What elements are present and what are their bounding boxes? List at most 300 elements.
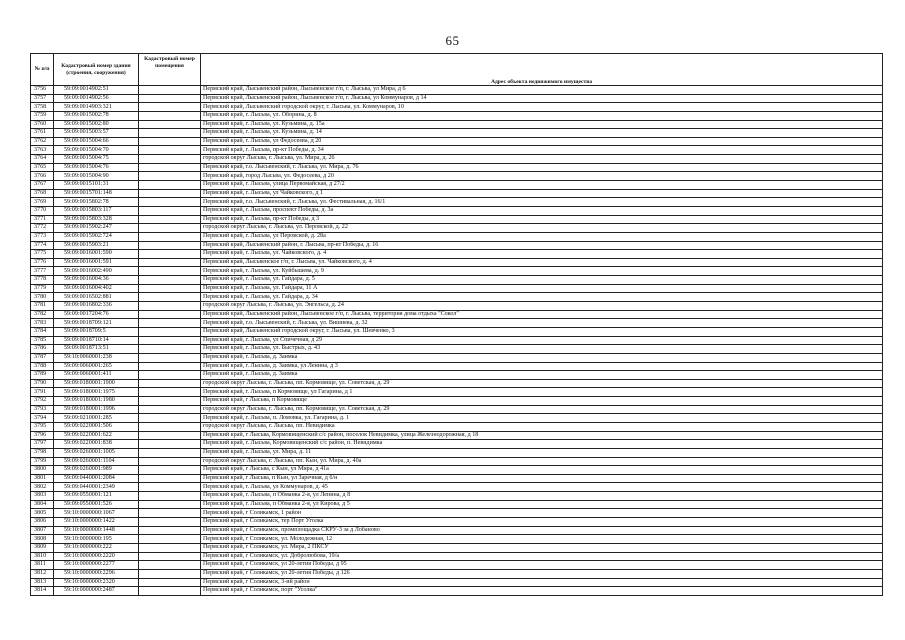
table-row (31, 129, 883, 138)
row-number: 3776 (31, 258, 54, 267)
cadastral-building-number: 59:09:0016004:36 (54, 276, 139, 285)
cadastral-building-number: 59:09:0014902:51 (54, 86, 139, 95)
cadastral-room-number (139, 94, 201, 103)
object-address: Пермский край, Лысьвенский городской округ, г. Лысьва, ул. Шевченко, 3 (201, 327, 883, 336)
cadastral-room-number (139, 181, 201, 190)
object-address: Пермский край, г. Лысьва, ул Спичечная, д 29 (201, 336, 883, 345)
object-address: Пермский край, г. Лысьва, ул. Гайдара, д. 34 (201, 293, 883, 302)
table-row (31, 345, 883, 354)
table-row (31, 137, 883, 146)
table-row (31, 120, 883, 129)
cadastral-building-number: 59:09:0440001:2084 (54, 474, 139, 483)
table-row (31, 448, 883, 457)
table-row (31, 258, 883, 267)
object-address: Пермский край, г.о. Лысьвенский, г. Лысьва, ул. Вишнева, д. 32 (201, 319, 883, 328)
row-number: 3808 (31, 535, 54, 544)
cadastral-building-number: 59:09:0015101:31 (54, 181, 139, 190)
object-address: Пермский край, г.о. Лысьвенский, г. Лысьва, ул. Фестивальная, д. 16/1 (201, 198, 883, 207)
cadastral-room-number (139, 336, 201, 345)
object-address: Пермский край, г. Лысьва, ул Федосеева, д 20 (201, 137, 883, 146)
object-address: Пермский край, г. Лысьва, п Обманка 2-я, ул Кирова, д 5 (201, 500, 883, 509)
row-number: 3773 (31, 232, 54, 241)
object-address: Пермский край, Лысьвенский район, Лысьвенское г/п, г. Лысьва, территория дома отдыха "Сокол" (201, 310, 883, 319)
object-address: городской округ Лысьва, г. Лысьва, ул. Мира, д. 26 (201, 155, 883, 164)
row-number: 3810 (31, 552, 54, 561)
object-address: Пермский край, г. Лысьва, ул. Гайдара, 11 А (201, 284, 883, 293)
cadastral-building-number: 59:09:0017204:76 (54, 310, 139, 319)
cadastral-building-number: 59:09:0016001:590 (54, 250, 139, 259)
row-number: 3774 (31, 241, 54, 250)
cadastral-room-number (139, 250, 201, 259)
object-address: городской округ Лысьва, г. Лысьва, пп. Кын, ул. Мира, д. 40а (201, 457, 883, 466)
cadastral-room-number (139, 379, 201, 388)
row-number: 3775 (31, 250, 54, 259)
object-address: Пермский край, г Соликамск, промплощадка СКРУ-3 за д Лобаново (201, 526, 883, 535)
cadastral-building-number: 59:10:0000000:2487 (54, 587, 139, 596)
row-number: 3791 (31, 388, 54, 397)
cadastral-room-number (139, 206, 201, 215)
cadastral-building-number: 59:09:0220001:622 (54, 431, 139, 440)
object-address: Пермский край, г Лысьва, Кормовищенский с/с район, поселок Невидимка, улица Железнодорожная, д 18 (201, 431, 883, 440)
row-number: 3759 (31, 111, 54, 120)
cadastral-room-number (139, 543, 201, 552)
table-row (31, 111, 883, 120)
cadastral-room-number (139, 215, 201, 224)
row-number: 3782 (31, 310, 54, 319)
row-number: 3777 (31, 267, 54, 276)
row-number: 3800 (31, 466, 54, 475)
cadastral-building-number: 59:09:0220001:506 (54, 422, 139, 431)
page-number: 65 (445, 33, 460, 48)
table-row (31, 284, 883, 293)
row-number: 3787 (31, 353, 54, 362)
cadastral-building-number: 59:09:0260001:1104 (54, 457, 139, 466)
cadastral-room-number (139, 224, 201, 233)
table-row (31, 336, 883, 345)
row-number: 3778 (31, 276, 54, 285)
cadastral-room-number (139, 172, 201, 181)
table-row (31, 362, 883, 371)
cadastral-room-number (139, 103, 201, 112)
table-row (31, 535, 883, 544)
row-number: 3799 (31, 457, 54, 466)
cadastral-room-number (139, 327, 201, 336)
row-number: 3802 (31, 483, 54, 492)
table-row (31, 293, 883, 302)
object-address: Пермский край, г. Лысьва, пр-кт Победы, д. 34 (201, 146, 883, 155)
row-number: 3806 (31, 518, 54, 527)
object-address: Пермский край, г Лысьва, п Кормовище (201, 397, 883, 406)
cadastral-room-number (139, 120, 201, 129)
cadastral-room-number (139, 552, 201, 561)
object-address: Пермский край, г. Лысьва, ул Коммунаров, д. 45 (201, 483, 883, 492)
cadastral-room-number (139, 267, 201, 276)
row-number: 3783 (31, 319, 54, 328)
cadastral-room-number (139, 388, 201, 397)
table-row (31, 267, 883, 276)
cadastral-room-number (139, 448, 201, 457)
object-address: Пермский край, г. Лысьва, ул. Быстрых, д. 43 (201, 345, 883, 354)
cadastral-room-number (139, 353, 201, 362)
cadastral-room-number (139, 345, 201, 354)
object-address: Пермский край, г. Лысьва, ул Чайковского, д 1 (201, 189, 883, 198)
object-address: Пермский край, Лысьвенский район, г. Лысьва, пр-кт Победы, д. 16 (201, 241, 883, 250)
table-header (31, 54, 883, 86)
cadastral-building-number: 59:09:0015902:247 (54, 224, 139, 233)
object-address: Пермский край, г.о. Лысьвенский, г. Лысьва, ул. Мира, д. 76 (201, 163, 883, 172)
cadastral-room-number (139, 284, 201, 293)
cadastral-room-number (139, 163, 201, 172)
cadastral-room-number (139, 155, 201, 164)
cadastral-room-number (139, 319, 201, 328)
cadastral-building-number: 59:10:0000000:2296 (54, 569, 139, 578)
row-number: 3770 (31, 206, 54, 215)
table-row (31, 543, 883, 552)
object-address: Пермский край, г. Лысьва, п. Ломовка, ул. Гагарина, д. 1 (201, 414, 883, 423)
row-number: 3794 (31, 414, 54, 423)
row-number: 3795 (31, 422, 54, 431)
cadastral-building-number: 59:09:0060001:265 (54, 362, 139, 371)
object-address: Пермский край, г Соликамск, 1 район (201, 509, 883, 518)
row-number: 3801 (31, 474, 54, 483)
object-address: Пермский край, г. Лысьва, ул. Гайдара, д. 5 (201, 276, 883, 285)
row-number: 3798 (31, 448, 54, 457)
table-row (31, 250, 883, 259)
table-row (31, 155, 883, 164)
row-number: 3772 (31, 224, 54, 233)
row-number: 3785 (31, 336, 54, 345)
object-address: Пермский край, г. Лысьва, д. Заимка (201, 353, 883, 362)
cadastral-room-number (139, 362, 201, 371)
row-number: 3760 (31, 120, 54, 129)
row-number: 3786 (31, 345, 54, 354)
row-number: 3781 (31, 302, 54, 311)
cadastral-building-number: 59:09:0014903:321 (54, 103, 139, 112)
object-address: Пермский край, г. Лысьва, п Обманка 2-я, ул Ленина, д 8 (201, 492, 883, 501)
object-address: Пермский край, г. Лысьва, проспект Победы, д. 3а (201, 206, 883, 215)
cadastral-building-number: 59:09:0015802:78 (54, 198, 139, 207)
header-address: Адрес объекта недвижимого имущества (201, 79, 883, 86)
cadastral-room-number (139, 535, 201, 544)
cadastral-room-number (139, 578, 201, 587)
row-number: 3762 (31, 137, 54, 146)
cadastral-building-number: 59:10:0000000:2320 (54, 578, 139, 587)
cadastral-building-number: 59:09:0180001:1996 (54, 405, 139, 414)
table-row (31, 232, 883, 241)
cadastral-building-number: 59:09:0015004:70 (54, 146, 139, 155)
cadastral-building-number: 59:09:0014902:56 (54, 94, 139, 103)
table-row (31, 276, 883, 285)
object-address: Пермский край, Лысьвенский район, Лысьвенское г/п, г. Лысьва, ул Коммунаров, д 14 (201, 94, 883, 103)
cadastral-room-number (139, 371, 201, 380)
cadastral-building-number: 59:09:0015902:724 (54, 232, 139, 241)
cadastral-room-number (139, 405, 201, 414)
cadastral-room-number (139, 422, 201, 431)
cadastral-room-number (139, 137, 201, 146)
table-row (31, 492, 883, 501)
row-number: 3766 (31, 172, 54, 181)
cadastral-building-number: 59:09:0018710:14 (54, 336, 139, 345)
header-cadastral-building: Кадастровый номер здания (строения, сооружения) (54, 54, 139, 86)
cadastral-building-number: 59:09:0015903:21 (54, 241, 139, 250)
row-number: 3805 (31, 509, 54, 518)
cadastral-building-number: 59:09:0550001:121 (54, 492, 139, 501)
cadastral-room-number (139, 518, 201, 527)
table-row (31, 474, 883, 483)
row-number: 3763 (31, 146, 54, 155)
table-row (31, 509, 883, 518)
object-address: Пермский край, г Соликамск, ул 20-летия Победы, д 95 (201, 561, 883, 570)
row-number: 3814 (31, 587, 54, 596)
table-row (31, 405, 883, 414)
object-address: Пермский край, г. Лысьва, п Кормовище, ул Гагарина, д 1 (201, 388, 883, 397)
object-address: Пермский край, г. Лысьва, ул. Мира, д. 11 (201, 448, 883, 457)
cadastral-building-number: 59:09:0016802:336 (54, 302, 139, 311)
cadastral-building-number: 59:10:0000000:1422 (54, 518, 139, 527)
cadastral-building-number: 59:09:0016001:591 (54, 258, 139, 267)
cadastral-room-number (139, 466, 201, 475)
header-address-spacer (201, 54, 883, 79)
table-row (31, 215, 883, 224)
object-address: Пермский край, г. Лысьва, ул. Куйбышева, д. 9 (201, 267, 883, 276)
table-row (31, 397, 883, 406)
table-row (31, 327, 883, 336)
object-address: Пермский край, г. Лысьва, ул. Кузьмина, д. 14 (201, 129, 883, 138)
row-number: 3771 (31, 215, 54, 224)
cadastral-room-number (139, 189, 201, 198)
table-row (31, 86, 883, 95)
row-number: 3790 (31, 379, 54, 388)
row-number: 3779 (31, 284, 54, 293)
cadastral-building-number: 59:09:0220001:838 (54, 440, 139, 449)
row-number: 3789 (31, 371, 54, 380)
object-address: Пермский край, г. Лысьва, пр-кт Победы, д 3 (201, 215, 883, 224)
object-address: городской округ Лысьва, г. Лысьва, пп. Невидимка (201, 422, 883, 431)
row-number: 3813 (31, 578, 54, 587)
table-row (31, 552, 883, 561)
object-address: Пермский край, Лысьвенское г/п, г. Лысьва, ул. Чайковского, д. 4 (201, 258, 883, 267)
row-number: 3768 (31, 189, 54, 198)
table-row (31, 353, 883, 362)
cadastral-room-number (139, 500, 201, 509)
object-address: Пермский край, Лысьвенский район, Лысьвенское г/п, г. Лысьва, ул Мира, д 6 (201, 86, 883, 95)
table-body (31, 86, 883, 596)
object-address: Пермский край, г Соликамск, ул. Добролюбова, 19/а (201, 552, 883, 561)
table-row (31, 198, 883, 207)
cadastral-room-number (139, 310, 201, 319)
table-row (31, 172, 883, 181)
cadastral-room-number (139, 198, 201, 207)
cadastral-building-number: 59:10:0000000:1067 (54, 509, 139, 518)
object-address: Пермский край, г. Лысьва, улица Первомайская, д 27/2 (201, 181, 883, 190)
cadastral-room-number (139, 232, 201, 241)
cadastral-building-number: 59:09:0015002:80 (54, 120, 139, 129)
cadastral-room-number (139, 241, 201, 250)
table-row (31, 500, 883, 509)
cadastral-building-number: 59:09:0060001:411 (54, 371, 139, 380)
object-address: Пермский край, г. Лысьва, ул Перовской, д. 28а (201, 232, 883, 241)
table-row (31, 241, 883, 250)
cadastral-building-number: 59:10:0000000:2277 (54, 561, 139, 570)
object-address: городской округ Лысьва, г. Лысьва, пп. Кормовище, ул. Советская, д. 29 (201, 379, 883, 388)
object-address: Пермский край, г Соликамск, ул 20-летия Победы, д 126 (201, 569, 883, 578)
object-address: Пермский край, г. Лысьва, д. Заимка (201, 371, 883, 380)
table-row (31, 431, 883, 440)
cadastral-building-number: 59:09:0015803:328 (54, 215, 139, 224)
table-row (31, 224, 883, 233)
table-row (31, 483, 883, 492)
object-address: Пермский край, г Лысьва, п Кын, ул Заречная, д 6/н (201, 474, 883, 483)
table-row (31, 466, 883, 475)
cadastral-room-number (139, 526, 201, 535)
cadastral-room-number (139, 561, 201, 570)
row-number: 3756 (31, 86, 54, 95)
row-number: 3767 (31, 181, 54, 190)
cadastral-building-number: 59:10:0000000:222 (54, 543, 139, 552)
cadastral-room-number (139, 276, 201, 285)
table-row (31, 422, 883, 431)
table-row (31, 103, 883, 112)
table-row (31, 414, 883, 423)
table-row (31, 146, 883, 155)
cadastral-building-number: 59:09:0016502:881 (54, 293, 139, 302)
row-number: 3804 (31, 500, 54, 509)
cadastral-building-number: 59:09:0550001:526 (54, 500, 139, 509)
cadastral-building-number: 59:10:0060001:238 (54, 353, 139, 362)
object-address: Пермский край, г Соликамск, 3-ий район (201, 578, 883, 587)
cadastral-building-number: 59:09:0018709:121 (54, 319, 139, 328)
object-address: Пермский край, г. Лысьва, ул. Кузьмина, д. 15а (201, 120, 883, 129)
row-number: 3765 (31, 163, 54, 172)
row-number: 3758 (31, 103, 54, 112)
object-address: Пермский край, г Лысьва, с Кын, ул Мира, д 41а (201, 466, 883, 475)
object-address: Пермский край, г. Лысьва, ул. Чайковского, д. 4 (201, 250, 883, 259)
cadastral-room-number (139, 483, 201, 492)
cadastral-building-number: 59:10:0000000:2220 (54, 552, 139, 561)
cadastral-room-number (139, 293, 201, 302)
cadastral-building-number: 59:09:0015701:148 (54, 189, 139, 198)
cadastral-building-number: 59:09:0016002:490 (54, 267, 139, 276)
table-row (31, 319, 883, 328)
table-row (31, 379, 883, 388)
row-number: 3811 (31, 561, 54, 570)
row-number: 3792 (31, 397, 54, 406)
property-register-table (30, 53, 883, 596)
cadastral-building-number: 59:09:0018709:5 (54, 327, 139, 336)
object-address: Пермский край, Лысьвенский городской округ, г. Лысьва, ул. Коммунаров, 10 (201, 103, 883, 112)
cadastral-room-number (139, 397, 201, 406)
cadastral-room-number (139, 492, 201, 501)
table-row (31, 181, 883, 190)
row-number: 3769 (31, 198, 54, 207)
row-number: 3803 (31, 492, 54, 501)
object-address: городской округ Лысьва, г. Лысьва, пп. Кормовище, ул. Советская, д. 29 (201, 405, 883, 414)
cadastral-building-number: 59:09:0260001:1005 (54, 448, 139, 457)
cadastral-room-number (139, 587, 201, 596)
table-row (31, 302, 883, 311)
cadastral-building-number: 59:09:0016004:402 (54, 284, 139, 293)
table-row (31, 569, 883, 578)
cadastral-building-number: 59:09:0180001:1980 (54, 397, 139, 406)
cadastral-room-number (139, 431, 201, 440)
cadastral-building-number: 59:09:0440001:2349 (54, 483, 139, 492)
cadastral-room-number (139, 258, 201, 267)
table-row (31, 518, 883, 527)
cadastral-building-number: 59:10:0000000:195 (54, 535, 139, 544)
table-row (31, 526, 883, 535)
cadastral-building-number: 59:09:0015004:66 (54, 137, 139, 146)
row-number: 3812 (31, 569, 54, 578)
table-row (31, 189, 883, 198)
row-number: 3757 (31, 94, 54, 103)
table-row (31, 388, 883, 397)
object-address: Пермский край, г Соликамск, тер Порт Уголка (201, 518, 883, 527)
table-row (31, 457, 883, 466)
row-number: 3784 (31, 327, 54, 336)
row-number: 3807 (31, 526, 54, 535)
table-row (31, 578, 883, 587)
row-number: 3788 (31, 362, 54, 371)
cadastral-room-number (139, 569, 201, 578)
cadastral-building-number: 59:09:0260001:989 (54, 466, 139, 475)
cadastral-building-number: 59:10:0000000:1448 (54, 526, 139, 535)
cadastral-room-number (139, 474, 201, 483)
table-row (31, 561, 883, 570)
row-number: 3780 (31, 293, 54, 302)
object-address: городской округ Лысьва, г. Лысьва, ул. Энгельса, д. 24 (201, 302, 883, 311)
cadastral-room-number (139, 509, 201, 518)
row-number: 3761 (31, 129, 54, 138)
table-row (31, 94, 883, 103)
cadastral-building-number: 59:09:0015803:117 (54, 206, 139, 215)
row-number: 3796 (31, 431, 54, 440)
table-row (31, 310, 883, 319)
cadastral-room-number (139, 414, 201, 423)
object-address: Пермский край, город Лысьва, ул. Федосеева, д 20 (201, 172, 883, 181)
cadastral-building-number: 59:09:0015004:75 (54, 155, 139, 164)
cadastral-building-number: 59:09:0180001:1900 (54, 379, 139, 388)
row-number: 3809 (31, 543, 54, 552)
table-row (31, 371, 883, 380)
object-address: городской округ Лысьва, г. Лысьва, ул. Перовской, д. 22 (201, 224, 883, 233)
table-row (31, 440, 883, 449)
object-address: Пермский край, г. Лысьва, ул. Оборина, д. 8 (201, 111, 883, 120)
cadastral-building-number: 59:09:0015004:90 (54, 172, 139, 181)
object-address: Пермский край, г Соликамск, ул. Молодежная, 12 (201, 535, 883, 544)
cadastral-room-number (139, 86, 201, 95)
cadastral-building-number: 59:09:0210001:285 (54, 414, 139, 423)
row-number: 3793 (31, 405, 54, 414)
object-address: Пермский край, г Соликамск, ул. Мира, 2 ПКСУ (201, 543, 883, 552)
cadastral-building-number: 59:09:0015002:78 (54, 111, 139, 120)
cadastral-room-number (139, 146, 201, 155)
cadastral-room-number (139, 457, 201, 466)
table-row (31, 163, 883, 172)
object-address: Пермский край, г Соликамск, порт "Усолка" (201, 587, 883, 596)
object-address: Пермский край, г. Лысьва, Кормовищенский с/с район, п. Невидимка (201, 440, 883, 449)
table-row (31, 587, 883, 596)
table-row (31, 206, 883, 215)
object-address: Пермский край, г. Лысьва, д. Заимка, ул Ленина, д 3 (201, 362, 883, 371)
cadastral-room-number (139, 129, 201, 138)
cadastral-building-number: 59:09:0015004:76 (54, 163, 139, 172)
cadastral-building-number: 59:09:0180001:1975 (54, 388, 139, 397)
cadastral-room-number (139, 111, 201, 120)
cadastral-room-number (139, 440, 201, 449)
header-cadastral-room: Кадастровый номер помещения (139, 54, 201, 86)
cadastral-room-number (139, 302, 201, 311)
row-number: 3797 (31, 440, 54, 449)
